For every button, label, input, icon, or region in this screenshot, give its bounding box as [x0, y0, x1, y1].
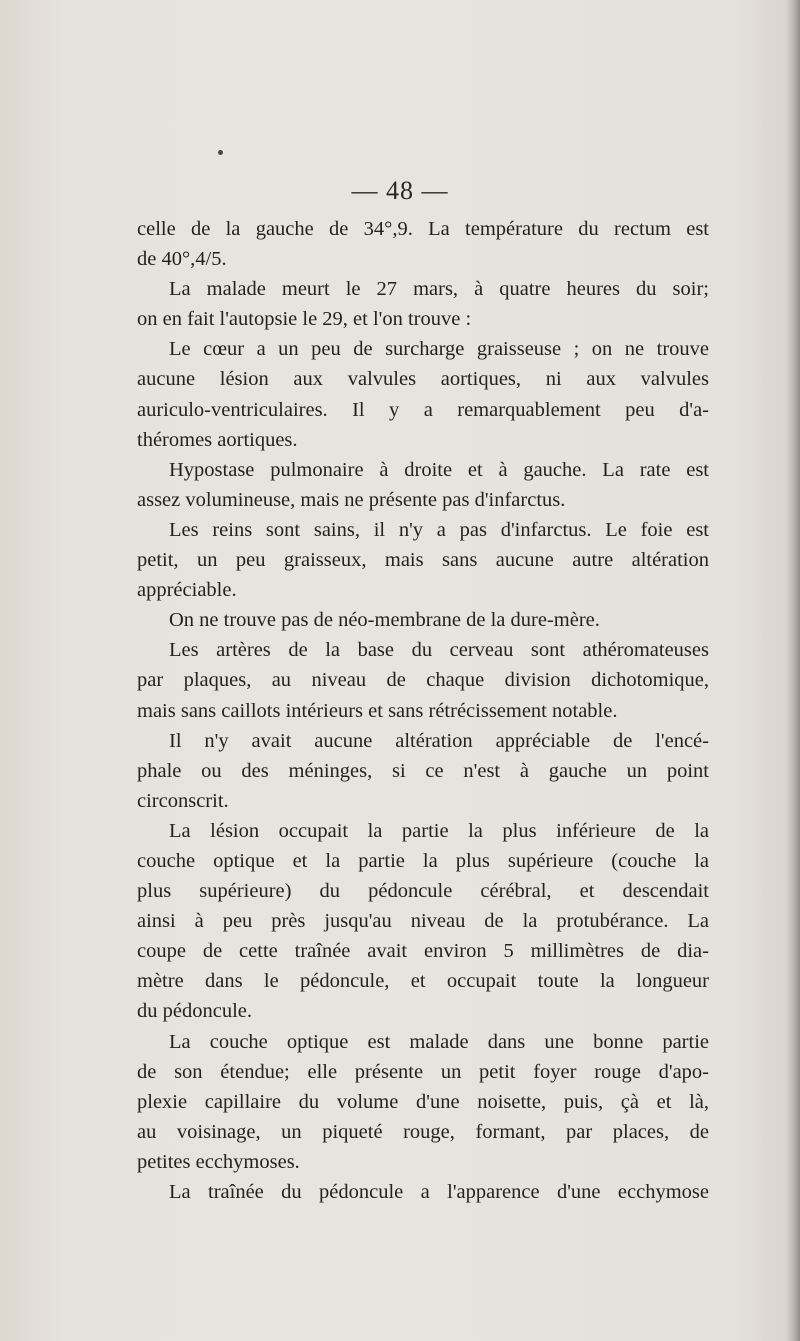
text-line: On ne trouve pas de néo-membrane de la dure-mère.	[169, 609, 600, 632]
text-line: de son étendue; elle présente un petit foyer rouge d'apo-	[137, 1060, 709, 1083]
text-line: circonscrit.	[137, 789, 229, 812]
text-line: La traînée du pédoncule a l'apparence d'une ecchymose	[169, 1181, 709, 1203]
text-line: mais sans caillots intérieurs et sans rétrécissement notable.	[137, 699, 618, 722]
text-line: ainsi à peu près jusqu'au niveau de la protubérance. La	[137, 910, 709, 933]
text-line: par plaques, au niveau de chaque division dichotomique,	[137, 669, 709, 692]
text-line: petites ecchymoses.	[137, 1150, 300, 1173]
text-line: La malade meurt le 27 mars, à quatre heures du soir;	[169, 278, 709, 301]
text-line: Hypostase pulmonaire à droite et à gauche. La rate est	[169, 458, 709, 481]
text-line: celle de la gauche de 34°,9. La température du rectum est	[137, 218, 709, 240]
text-line: du pédoncule.	[137, 1000, 252, 1023]
text-line: au voisinage, un piqueté rouge, formant, par places, de	[137, 1120, 709, 1143]
text-line: Les artères de la base du cerveau sont athéromateuses	[169, 639, 709, 662]
text-line: théromes aortiques.	[137, 428, 298, 451]
text-line: Le cœur a un peu de surcharge graisseuse ; on ne trouve	[169, 338, 709, 361]
text-line: La lésion occupait la partie la plus inférieure de la	[169, 819, 709, 842]
text-line: on en fait l'autopsie le 29, et l'on trouve :	[137, 308, 472, 331]
text-line: petit, un peu graisseux, mais sans aucune autre altération	[137, 549, 709, 572]
text-line: de 40°,4/5.	[137, 248, 227, 271]
text-line: aucune lésion aux valvules aortiques, ni aux valvules	[137, 368, 709, 391]
text-line: La couche optique est malade dans une bonne partie	[169, 1030, 709, 1053]
text-line: Il n'y avait aucune altération appréciable de l'encé-	[169, 729, 709, 752]
text-line: couche optique et la partie la plus supérieure (couche la	[137, 849, 709, 872]
ink-speck	[218, 150, 223, 155]
text-line: plexie capillaire du volume d'une noisette, puis, çà et là,	[137, 1090, 709, 1113]
text-line: assez volumineuse, mais ne présente pas d'infarctus.	[137, 488, 566, 511]
text-line: auriculo-ventriculaires. Il y a remarquablement peu d'a-	[137, 398, 709, 421]
text-line: coupe de cette traînée avait environ 5 millimètres de dia-	[137, 940, 709, 963]
text-line: appréciable.	[137, 579, 237, 602]
text-line: phale ou des méninges, si ce n'est à gauche un point	[137, 759, 709, 782]
text-line: plus supérieure) du pédoncule cérébral, et descendait	[137, 880, 709, 903]
text-line: mètre dans le pédoncule, et occupait toute la longueur	[137, 970, 709, 993]
body-text	[137, 214, 709, 1207]
page-number: — 48 —	[351, 176, 449, 205]
text-line: Les reins sont sains, il n'y a pas d'infarctus. Le foie est	[169, 518, 709, 541]
